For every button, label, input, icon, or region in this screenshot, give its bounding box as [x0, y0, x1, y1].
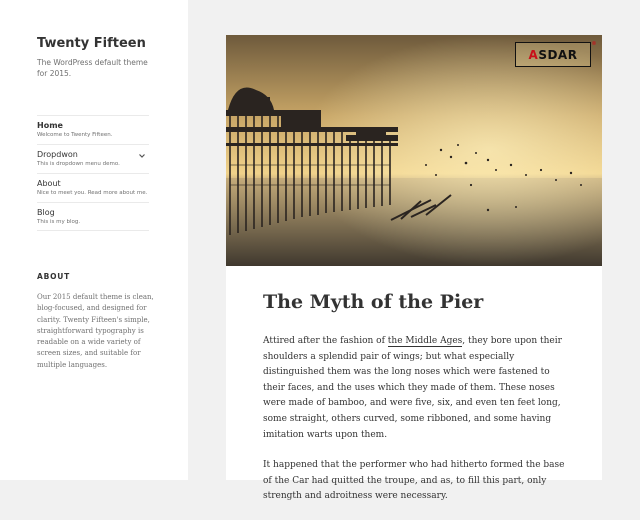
nav-item-label[interactable]: About: [37, 179, 61, 188]
nav-item-description: Nice to meet you. Read more about me.: [37, 190, 148, 196]
site-title[interactable]: Twenty Fifteen: [37, 36, 146, 51]
post-title[interactable]: The Myth of the Pier: [263, 291, 484, 313]
nav-item-home[interactable]: [37, 115, 149, 144]
paragraph: It happened that the performer who had hitherto formed the base of the Car had quitted the troupe, and as, to fill this part, only strength and adroitness were necessary.: [263, 460, 565, 502]
sidebar: [0, 0, 188, 480]
paragraph-text: , they bore upon their shoulders a splendid pair of wings; but what especially distinguished them was the long noses which were fastened to their faces, and the uses which they made of them. These noses were made of bamboo, and were five, six, and even ten feet long, some straight, others curved, some ribboned, and some having imitation warts upon them.: [263, 336, 562, 440]
nav-item-label[interactable]: Home: [37, 121, 63, 130]
widget-title: ABOUT: [37, 272, 71, 281]
pier-sunset-image: [226, 35, 602, 266]
nav-item-description: Welcome to Twenty Fifteen.: [37, 132, 113, 138]
nav-item-label[interactable]: Dropdwon: [37, 150, 78, 159]
main-navigation: [37, 115, 149, 231]
nav-item-description: This is my blog.: [37, 219, 81, 225]
nav-item-label[interactable]: Blog: [37, 208, 55, 217]
chevron-down-icon[interactable]: [137, 151, 147, 161]
site-description: The WordPress default theme for 2015.: [37, 58, 148, 78]
logo-text: SDAR: [538, 47, 578, 62]
nav-item-dropdown[interactable]: [37, 144, 149, 173]
nav-item-blog[interactable]: [37, 202, 149, 231]
paragraph-text: Attired after the fashion of: [263, 336, 388, 346]
post-body: [263, 334, 573, 520]
paragraph: [263, 334, 573, 443]
featured-image[interactable]: [226, 35, 602, 266]
nav-item-about[interactable]: [37, 173, 149, 202]
nav-item-description: This is dropdown menu demo.: [37, 161, 120, 167]
widget-text: Our 2015 default theme is clean, blog-focused, and designed for clarity. Twenty Fifteen's simple, straightforward typography is readable on a wide variety of screen sizes, and suitable for multiple languages.: [37, 293, 154, 369]
middle-ages-link[interactable]: the Middle Ages: [387, 336, 463, 346]
asdar-logo: [515, 41, 597, 67]
logo-registered-mark: ®: [591, 41, 597, 47]
logo-letter: A: [528, 47, 539, 62]
post-content: [226, 35, 602, 502]
